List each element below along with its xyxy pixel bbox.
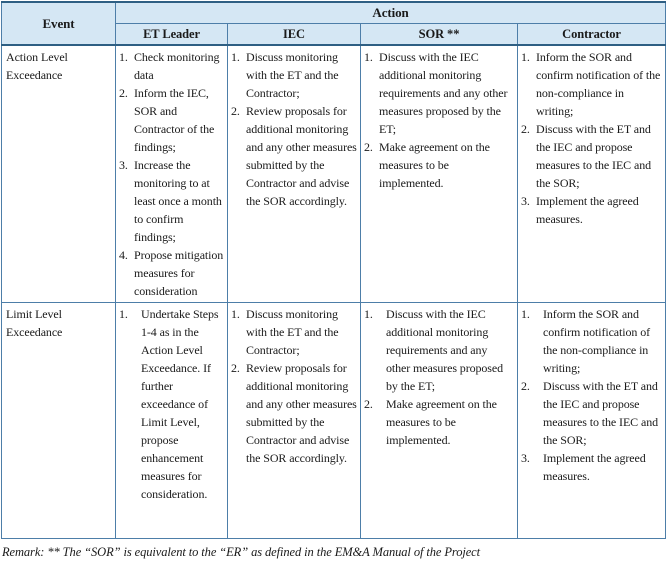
cell-action-level-iec [228,45,361,303]
step-item: Inform the IEC, SOR and Contractor of the findings; [134,86,215,154]
header-row-action [2,2,666,24]
event-action-table [1,1,666,539]
step-item: Discuss with the ET and the IEC and propose measures to the IEC and the SOR; [543,379,658,447]
step-item: Review proposals for additional monitoring and any other measures submitted by the Contractor and advise the SOR accordingly. [246,361,357,465]
step-list [231,305,357,467]
step-list [364,48,514,192]
cell-limit-level-et-leader [116,303,228,539]
step-list [119,48,224,300]
step-list [119,305,224,503]
step-item: Discuss monitoring with the ET and the Contractor; [246,50,339,100]
column-header-action: Action [116,2,666,24]
step-list [521,305,662,485]
step-list [364,305,514,449]
step-item: Make agreement on the measures to be implemented. [379,140,490,190]
cell-action-level-sor [361,45,518,303]
cell-action-level-et-leader [116,45,228,303]
column-header-contractor: Contractor [518,24,666,46]
step-item: Discuss monitoring with the ET and the Contractor; [246,307,339,357]
step-item: Increase the monitoring to at least once a month to confirm findings; [134,158,222,244]
step-item: Discuss with the IEC additional monitoring requirements and any other measures proposed by the ET; [386,307,503,393]
step-item: Check monitoring data [134,50,220,82]
column-header-sor: SOR ** [361,24,518,46]
table-header [2,2,666,45]
cell-action-level-contractor [518,45,666,303]
footnote-remark: Remark: ** The “SOR” is equivalent to the “ER” as defined in the EM&A Manual of the Project [2,545,480,559]
column-header-et-leader: ET Leader [116,24,228,46]
table-row-action-level [2,45,666,303]
step-list [521,48,662,228]
step-item: Review proposals for additional monitoring and any other measures submitted by the Contractor and advise the SOR accordingly. [246,104,357,208]
table-row-limit-level [2,303,666,539]
column-header-event: Event [2,2,116,45]
cell-limit-level-sor [361,303,518,539]
step-item: Inform the SOR and confirm notification of the non-compliance in writing; [543,307,651,375]
column-header-iec: IEC [228,24,361,46]
step-item: Make agreement on the measures to be implemented. [386,397,497,447]
cell-limit-level-contractor [518,303,666,539]
step-item: Discuss with the ET and the IEC and propose measures to the IEC and the SOR; [536,122,651,190]
step-item: Discuss with the IEC additional monitoring requirements and any other measures proposed by the ET; [379,50,508,136]
table-body [2,45,666,539]
step-item: Propose mitigation measures for consideration [134,248,224,298]
step-item: Undertake Steps 1-4 as in the Action Level Exceedance. If further exceedance of Limit Level, propose enhancement measures for consideration. [141,307,219,501]
step-item: Inform the SOR and confirm notification of the non-compliance in writing; [536,50,661,118]
step-list [231,48,357,210]
step-item: Implement the agreed measures. [543,451,646,483]
event-label: Action Level Exceedance [2,45,116,303]
step-item: Implement the agreed measures. [536,194,639,226]
cell-limit-level-iec [228,303,361,539]
event-label: Limit Level Exceedance [2,303,116,539]
